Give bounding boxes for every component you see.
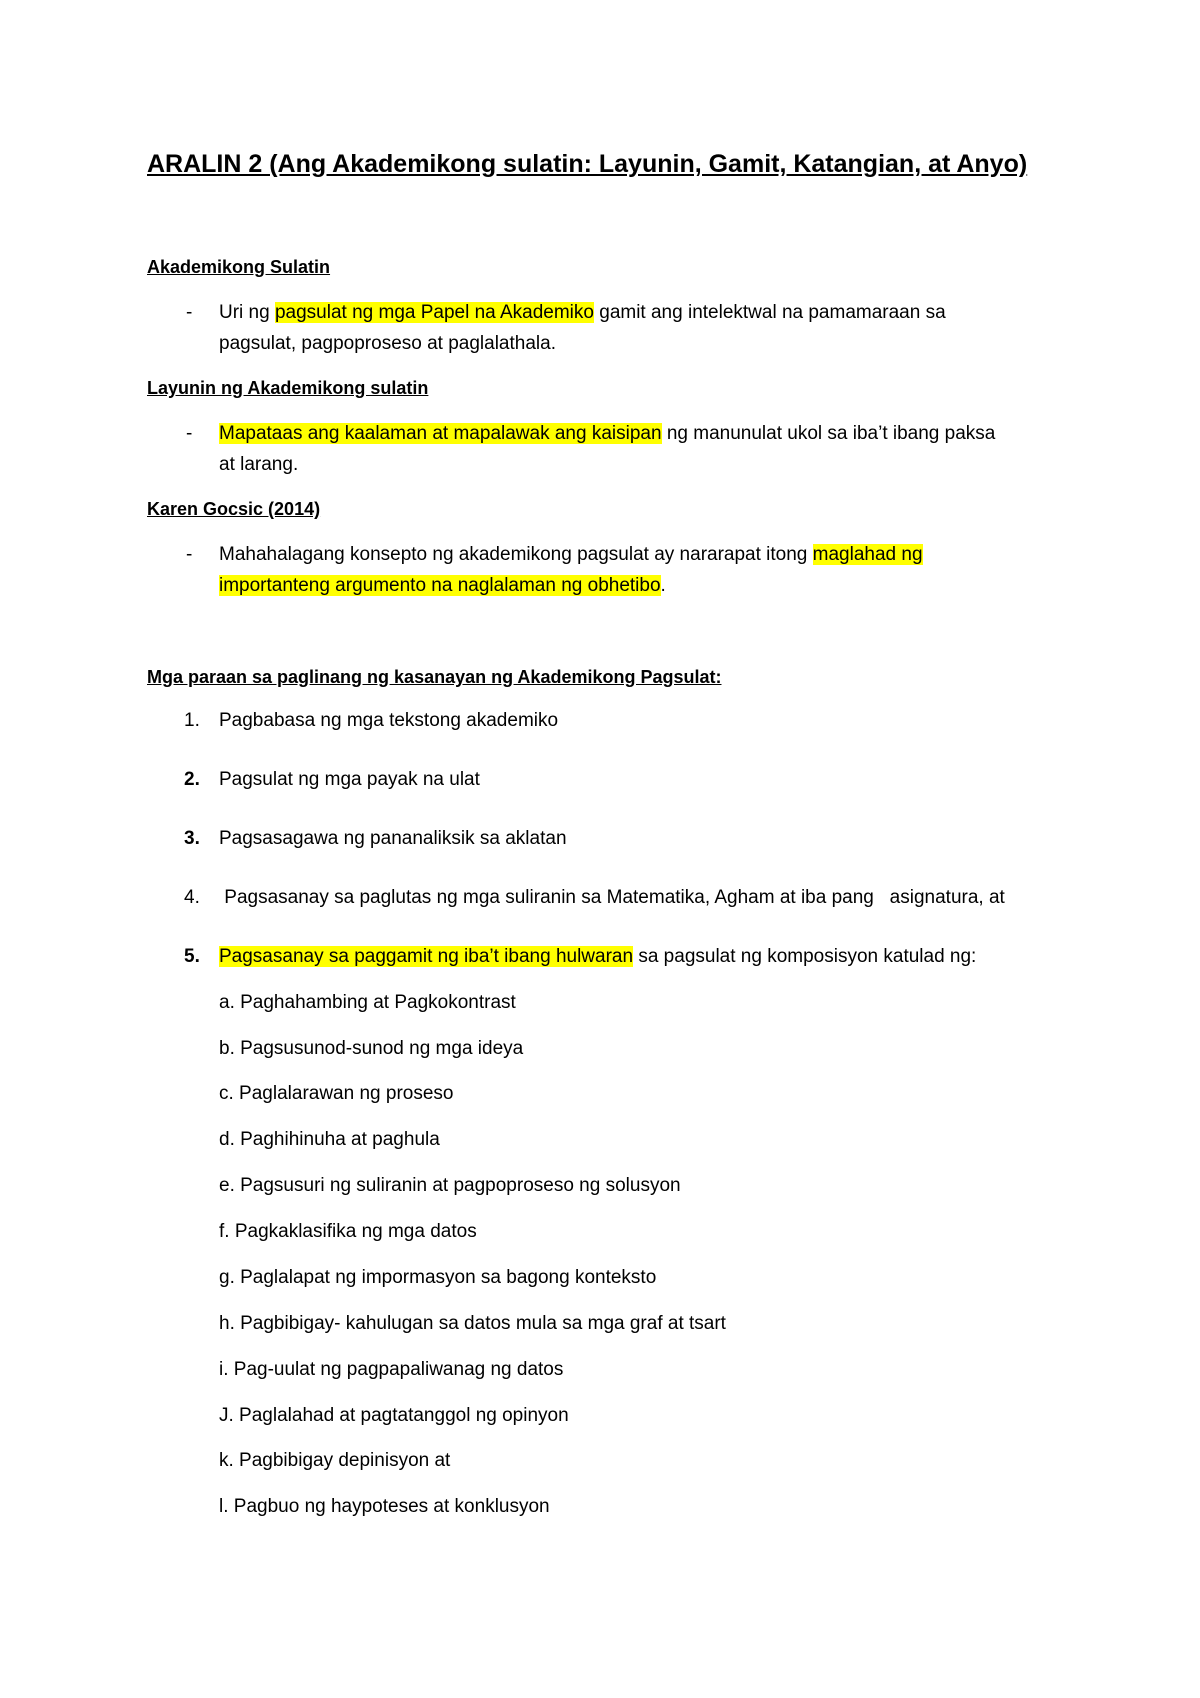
list-number: 2. (184, 769, 200, 790)
list-item: Pagsasanay sa paglutas ng mga suliranin sa Matematika, Agham at iba pang asignatura, at (219, 887, 1005, 908)
highlighted-text: maglahad ng (812, 544, 923, 565)
section-3-line-1 (219, 544, 923, 566)
highlighted-text: Mapataas ang kaalaman at mapalawak ang kaisipan (219, 423, 662, 444)
sub-list-item: c. Paglalarawan ng proseso (219, 1083, 454, 1104)
list-number: 5. (184, 946, 200, 967)
section-heading-layunin: Layunin ng Akademikong sulatin (147, 378, 429, 398)
text-run: . (660, 575, 666, 596)
bullet-dash: - (186, 302, 193, 323)
section-1-line-1 (219, 302, 946, 324)
section-1-line-2: pagsulat, pagpoproseso at paglalathala. (219, 333, 556, 354)
list-item (219, 946, 976, 968)
list-number: 3. (184, 828, 200, 849)
list-item: Pagsasagawa ng pananaliksik sa aklatan (219, 828, 567, 849)
sub-list-item: J. Paglalahad at pagtatanggol ng opinyon (219, 1405, 569, 1426)
text-run: Uri ng (219, 302, 275, 323)
sub-list-item: b. Pagsusunod-sunod ng mga ideya (219, 1038, 524, 1059)
text-run: ng manunulat ukol sa iba’t ibang paksa (661, 423, 996, 444)
section-3-line-2 (219, 575, 666, 597)
highlighted-text: pagsulat ng mga Papel na Akademiko (274, 302, 594, 323)
bullet-dash: - (186, 544, 193, 565)
text-run: gamit ang intelektwal na pamamaraan sa (593, 302, 946, 323)
sub-list-item: l. Pagbuo ng haypoteses at konklusyon (219, 1496, 550, 1517)
page-title: ARALIN 2 (Ang Akademikong sulatin: Layunin, Gamit, Katangian, at Anyo) (147, 150, 1028, 178)
list-number: 1. (184, 710, 200, 731)
sub-list-item: h. Pagbibigay- kahulugan sa datos mula sa mga graf at tsart (219, 1313, 726, 1334)
highlighted-text: Pagsasanay sa paggamit ng iba’t ibang hulwaran (219, 946, 634, 967)
list-item: Pagbabasa ng mga tekstong akademiko (219, 710, 559, 731)
section-heading-karen-gocsic: Karen Gocsic (2014) (147, 499, 321, 519)
sub-list-item: g. Paglalapat ng impormasyon sa bagong konteksto (219, 1267, 657, 1288)
section-heading-akademikong-sulatin: Akademikong Sulatin (147, 257, 331, 277)
text-run: sa pagsulat ng komposisyon katulad ng: (633, 946, 977, 967)
sub-list-item: f. Pagkaklasifika ng mga datos (219, 1221, 477, 1242)
methods-heading: Mga paraan sa paglinang ng kasanayan ng Akademikong Pagsulat: (147, 667, 722, 687)
list-number: 4. (184, 887, 200, 908)
sub-list-item: i. Pag-uulat ng pagpapaliwanag ng datos (219, 1359, 564, 1380)
section-2-line-2: at larang. (219, 454, 299, 475)
bullet-dash: - (186, 423, 193, 444)
list-item: Pagsulat ng mga payak na ulat (219, 769, 480, 790)
sub-list-item: k. Pagbibigay depinisyon at (219, 1450, 451, 1471)
sub-list-item: e. Pagsusuri ng suliranin at pagpoproseso ng solusyon (219, 1175, 681, 1196)
section-2-line-1 (219, 423, 995, 445)
sub-list-item: a. Paghahambing at Pagkokontrast (219, 992, 516, 1013)
text-run: Mahahalagang konsepto ng akademikong pagsulat ay nararapat itong (219, 544, 813, 565)
highlighted-text: importanteng argumento na naglalaman ng obhetibo (219, 575, 661, 596)
sub-list-item: d. Paghihinuha at paghula (219, 1129, 440, 1150)
